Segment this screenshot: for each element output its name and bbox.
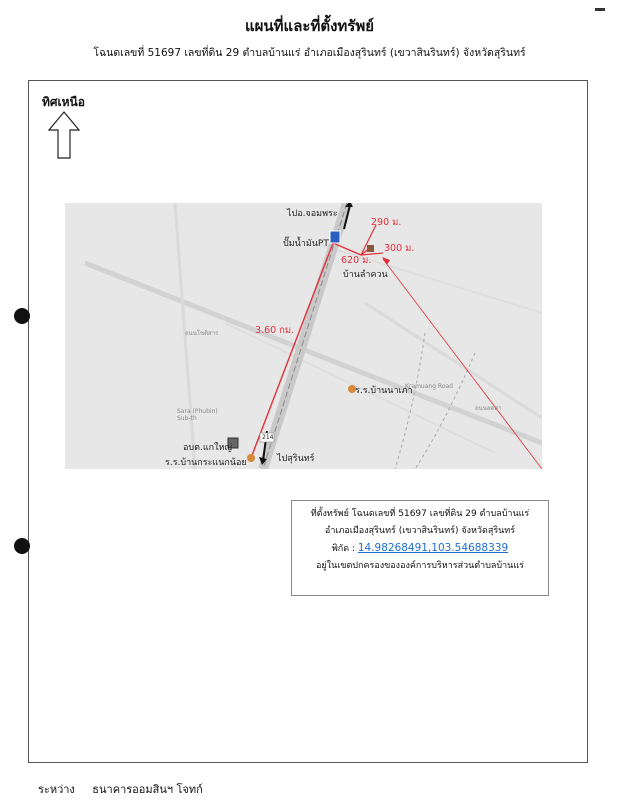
info-line-1: ที่ตั้งทรัพย์ โฉนดเลขที่ 51697 เลขที่ดิน 29 ตำบลบ้านแร่ — [310, 509, 530, 519]
map-label-road-number: 214 — [262, 434, 274, 441]
info-line-2: อำเภอเมืองสุรินทร์ (เขวาสินรินทร์) จังหวัดสุรินทร์ — [324, 526, 516, 536]
map-label-school-kraenang: ร.ร.บ้านกระแนกน้อย — [165, 458, 247, 468]
info-line-4: อยู่ในเขตปกครองขององค์การบริหารส่วนตำบลบ้านแร่ — [316, 561, 524, 571]
map-faint-label: Sub-th — [177, 415, 197, 422]
map-label-village: บ้านลำควน — [343, 270, 388, 280]
map-label-dist-290: 290 ม. — [371, 217, 402, 228]
map-label-to-north: ไปอ.จอมพระ — [287, 209, 338, 219]
north-arrow-icon — [46, 110, 82, 160]
corner-mark — [595, 8, 605, 11]
page-title: แผนที่และที่ตั้งทรัพย์ — [244, 17, 375, 35]
map-label-gas-station: ปั๊มน้ำมันPT — [283, 239, 329, 249]
map-label-dist-620: 620 ม. — [341, 255, 372, 266]
map-label-to-south: ไปสุรินทร์ — [277, 454, 315, 464]
location-map — [65, 203, 542, 469]
binder-hole-icon — [14, 308, 30, 324]
map-label-sao: อบต.แกใหญ่ — [183, 443, 233, 453]
page-subtitle: โฉนดเลขที่ 51697 เลขที่ดิน 29 ตำบลบ้านแร่ อำเภอเมืองสุรินทร์ (เขวาสินรินทร์) จังหวัดสุรินทร์ — [93, 47, 526, 59]
info-coords-row — [292, 540, 548, 558]
map-label-dist-300: 300 ม. — [384, 243, 415, 254]
coords-link[interactable]: 14.98268491,103.54688339 — [357, 542, 509, 554]
map-label-school-nahao: ร.ร.บ้านนาเภา — [355, 386, 413, 396]
footer-bank: ธนาคารออมสินฯ โจทก์ — [92, 783, 203, 796]
footer-label: ระหว่าง — [38, 783, 75, 796]
map-faint-label: ถนนโชติสาร — [185, 330, 219, 337]
north-label: ทิศเหนือ — [42, 95, 85, 109]
map-faint-label: Sara (Phubin) — [177, 408, 218, 415]
info-coords-label: พิกัด : — [331, 544, 358, 554]
footer — [38, 780, 217, 798]
binder-hole-icon — [14, 538, 30, 554]
map-faint-label: ถนนลดสา — [475, 405, 502, 412]
map-label-dist-360: 3.60 กม. — [255, 325, 295, 336]
property-info-box — [291, 500, 549, 596]
map-faint-label: Kramuang Road — [405, 383, 453, 390]
